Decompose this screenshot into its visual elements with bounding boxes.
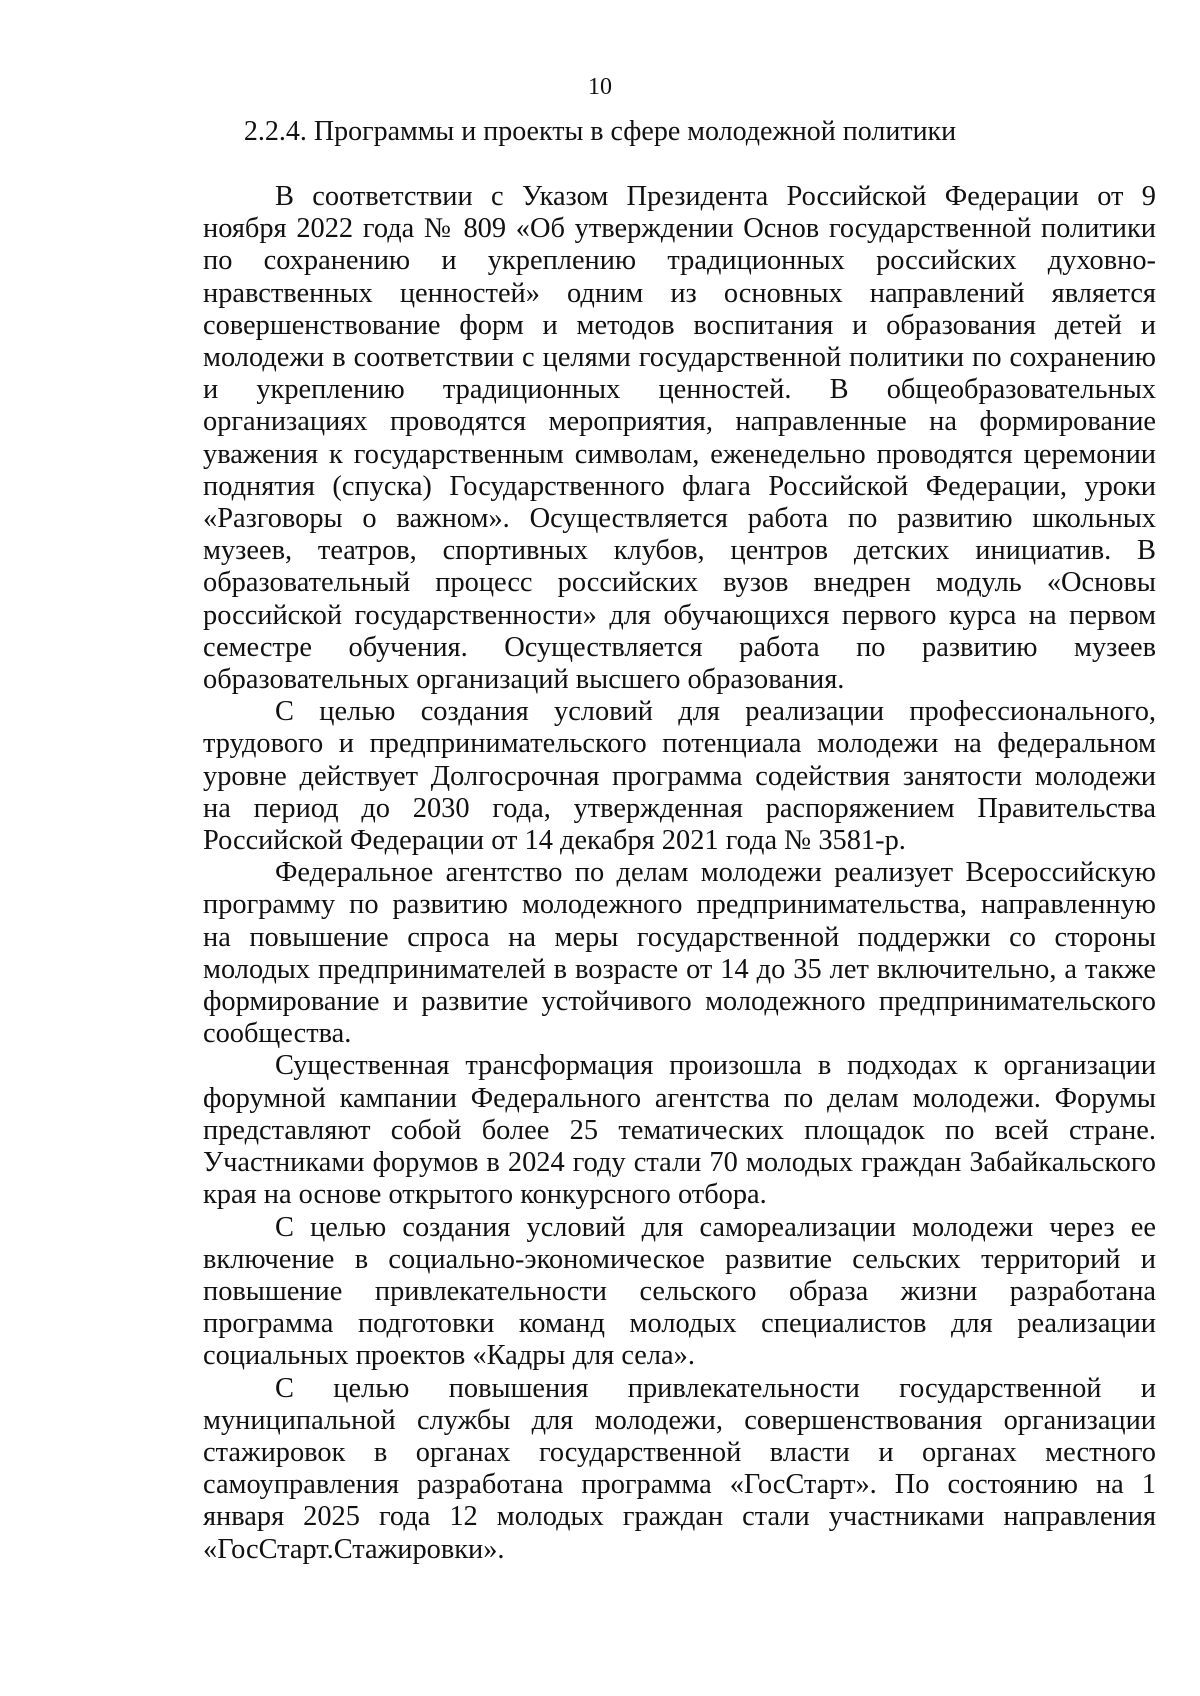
paragraph-gosstart: С целью повышения привлекательности государственной и муниципальной службы для молодежи, совершенствования организации стажировок в органах государственной власти и органах местного самоуправления разработана программа «ГосСтарт». По состоянию на 1 января 2025 года 12 молодых граждан стали участниками направления «ГосСтарт.Стажировки». [203, 1372, 1156, 1565]
page-number: 10 [588, 74, 612, 100]
section-title: 2.2.4. Программы и проекты в сфере молодежной политики [243, 116, 957, 147]
paragraph-youth-employment: С целью создания условий для реализации профессионального, трудового и предпринимательского потенциала молодежи на федеральном уровне действует Долгосрочная программа содействия занятости молодежи на период до 2030 года, утвержденная распоряжением Правительства Российской Федерации от 14 декабря 2021 года № 3581-р. [203, 696, 1156, 857]
body-text [203, 181, 1156, 1566]
paragraph-traditional-values: В соответствии с Указом Президента Российской Федерации от 9 ноября 2022 года № 809 «Об утверждении Основ государственной политики по сохранению и укреплению традиционных российских духовно-нравственных ценностей» одним из основных направлений является совершенствование форм и методов воспитания и образования детей и молодежи в соответствии с целями государственной политики по сохранению и укреплению традиционных ценностей. В общеобразовательных организациях проводятся мероприятия, направленные на формирование уважения к государственным символам, еженедельно проводятся церемонии поднятия (спуска) Государственного флага Российской Федерации, уроки «Разговоры о важном». Осуществляется работа по развитию школьных музеев, театров, спортивных клубов, центров детских инициатив. В образовательный процесс российских вузов внедрен модуль «Основы российской государственности» для обучающихся первого курса на первом семестре обучения. Осуществляется работа по развитию музеев образовательных организаций высшего образования. [203, 181, 1156, 696]
paragraph-forum-campaign: Существенная трансформация произошла в подходах к организации форумной кампании Федерального агентства по делам молодежи. Форумы представляют собой более 25 тематических площадок по всей стране. Участниками форумов в 2024 году стали 70 молодых граждан Забайкальского края на основе открытого конкурсного отбора. [203, 1050, 1156, 1211]
paragraph-rural-staff: С целью создания условий для самореализации молодежи через ее включение в социально-экономическое развитие сельских территорий и повышение привлекательности сельского образа жизни разработана программа подготовки команд молодых специалистов для реализации социальных проектов «Кадры для села». [203, 1211, 1156, 1372]
paragraph-youth-entrepreneurship: Федеральное агентство по делам молодежи реализует Всероссийскую программу по развитию молодежного предпринимательства, направленную на повышение спроса на меры государственной поддержки со стороны молодых предпринимателей в возрасте от 14 до 35 лет включительно, а также формирование и развитие устойчивого молодежного предпринимательского сообщества. [203, 857, 1156, 1050]
